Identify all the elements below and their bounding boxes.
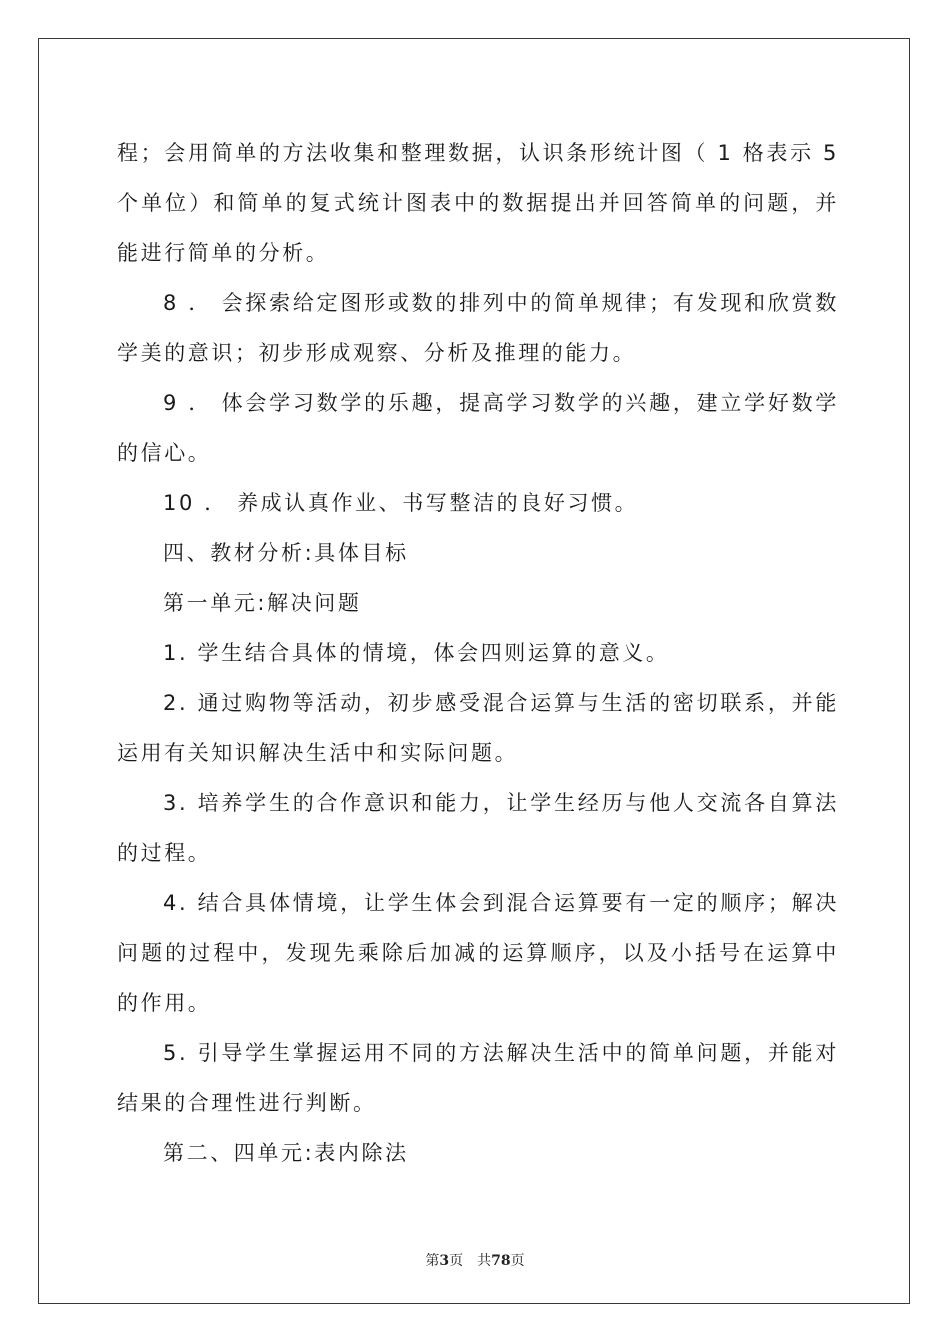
unit-heading-1: 第一单元:解决问题 bbox=[163, 591, 362, 615]
paragraph-2: 8 ． 会探索给定图形或数的排列中的简单规律；有发现和欣赏数学美的意识；初步形成观察、分析及推理的能力。 bbox=[117, 291, 839, 365]
paragraph-10: 4. 结合具体情境，让学生体会到混合运算要有一定的顺序；解决问题的过程中，发现先乘除后加减的运算顺序，以及小括号在运算中的作用。 bbox=[117, 891, 839, 1015]
paragraph-11: 5. 引导学生掌握运用不同的方法解决生活中的简单问题，并能对结果的合理性进行判断。 bbox=[117, 1041, 839, 1115]
paragraph-9: 3. 培养学生的合作意识和能力，让学生经历与他人交流各自算法的过程。 bbox=[117, 791, 839, 865]
page-prefix: 第 bbox=[425, 1253, 440, 1269]
page-number: 3 bbox=[439, 1253, 450, 1269]
section-heading-textbook-analysis: 四、教材分析:具体目标 bbox=[163, 541, 409, 565]
paragraph-7: 1. 学生结合具体的情境，体会四则运算的意义。 bbox=[163, 641, 670, 665]
paragraph-4: 10 ． 养成认真作业、书写整洁的良好习惯。 bbox=[163, 491, 639, 515]
paragraph-3: 9 ． 体会学习数学的乐趣，提高学习数学的兴趣，建立学好数学的信心。 bbox=[117, 391, 839, 465]
paragraph-8: 2. 通过购物等活动，初步感受混合运算与生活的密切联系，并能运用有关知识解决生活中和实际问题。 bbox=[117, 691, 839, 765]
document-body bbox=[117, 128, 839, 1178]
total-pages: 78 bbox=[491, 1253, 511, 1269]
page-footer bbox=[0, 1250, 950, 1270]
paragraph-1: 程；会用简单的方法收集和整理数据，认识条形统计图（ 1 格表示 5 个单位）和简单的复式统计图表中的数据提出并回答简单的问题，并能进行简单的分析。 bbox=[117, 141, 839, 265]
total-suffix: 页 bbox=[510, 1253, 525, 1269]
unit-heading-2-4: 第二、四单元:表内除法 bbox=[163, 1141, 409, 1165]
total-prefix: 共 bbox=[477, 1253, 492, 1269]
page-suffix: 页 bbox=[449, 1253, 464, 1269]
